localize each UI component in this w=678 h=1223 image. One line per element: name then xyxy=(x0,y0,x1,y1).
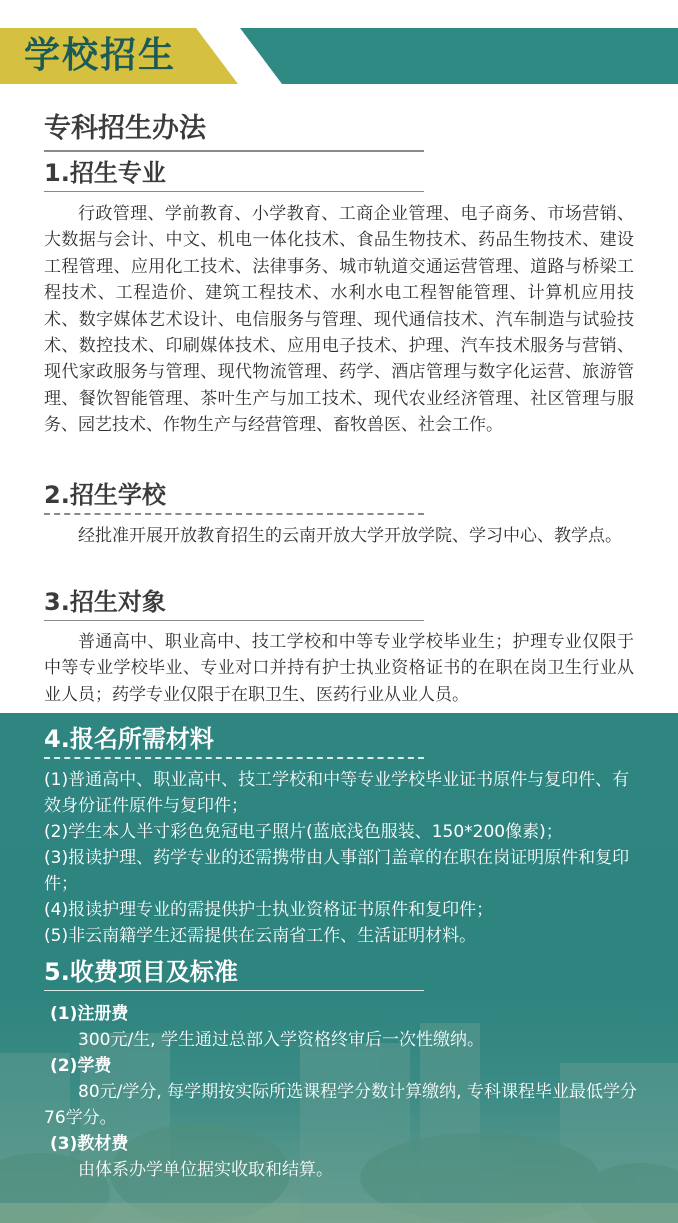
fee-title: (2)学费 xyxy=(50,1056,112,1076)
fee-tuition xyxy=(44,1053,640,1131)
fee-title: (3)教材费 xyxy=(50,1134,129,1154)
fee-title: (1)注册费 xyxy=(50,1004,129,1024)
main-heading: 专科招生办法 xyxy=(44,112,424,152)
materials-item: (3)报读护理、药学专业的还需携带由人事部门盖章的在职在岗证明原件和复印件； xyxy=(44,848,630,894)
section-1-text: 行政管理、学前教育、小学教育、工商企业管理、电子商务、市场营销、大数据与会计、中文、机电一体化技术、食品生物技术、药品生物技术、建设工程管理、应用化工技术、法律事务、城市轨道交通运营管理、道路与桥梁工程技术、工程造价、建筑工程技术、水利水电工程智能管理、计算机应用技术、数字媒体艺术设计、电信服务与管理、现代通信技术、汽车制造与试验技术、数控技术、印刷媒体技术、应用电子技术、护理、汽车技术服务与营销、现代家政服务与管理、现代物流管理、药学、酒店管理与数字化运营、旅游管理、餐饮智能管理、茶叶生产与加工技术、现代农业经济管理、社区管理与服务、园艺技术、作物生产与经营管理、畜牧兽医、社会工作。 xyxy=(44,204,634,436)
header-banner xyxy=(0,28,678,84)
section-2-heading: 2.招生学校 xyxy=(44,479,424,515)
section-3-text: 普通高中、职业高中、技工学校和中等专业学校毕业生；护理专业仅限于中等专业学校毕业、专业对口并持有护士执业资格证书的在职在岗卫生行业从业人员；药学专业仅限于在职卫生、医药行业从业人员。 xyxy=(44,632,634,705)
fee-text: 由体系办学单位据实收取和结算。 xyxy=(78,1160,333,1180)
fee-textbook xyxy=(50,1131,640,1183)
section-4-heading: 4.报名所需材料 xyxy=(44,723,424,759)
fee-text: 80元/学分, 每学期按实际所选课程学分数计算缴纳, 专科课程毕业最低学分76学分。 xyxy=(44,1082,637,1128)
materials-item: (4)报读护理专业的需提供护士执业资格证书原件和复印件； xyxy=(44,900,494,920)
materials-list xyxy=(44,767,644,949)
materials-item: (1)普通高中、职业高中、技工学校和中等专业学校毕业证书原件与复印件、有效身份证件原件与复印件； xyxy=(44,770,630,816)
teal-panel xyxy=(0,713,678,1223)
section-3-heading: 3.招生对象 xyxy=(44,586,424,621)
banner-title: 学校招生 xyxy=(24,35,177,76)
materials-item: (5)非云南籍学生还需提供在云南省工作、生活证明材料。 xyxy=(44,926,477,946)
fee-text: 300元/生, 学生通过总部入学资格终审后一次性缴纳。 xyxy=(78,1030,484,1050)
materials-item: (2)学生本人半寸彩色免冠电子照片(蓝底浅色服装、150*200像素)； xyxy=(44,822,563,842)
section-2-text: 经批准开展开放教育招生的云南开放大学开放学院、学习中心、教学点。 xyxy=(78,526,622,546)
section-5-heading: 5.收费项目及标准 xyxy=(44,956,424,991)
section-1-heading: 1.招生专业 xyxy=(44,157,424,192)
fee-registration xyxy=(50,1001,640,1053)
banner-teal-block xyxy=(240,28,678,84)
